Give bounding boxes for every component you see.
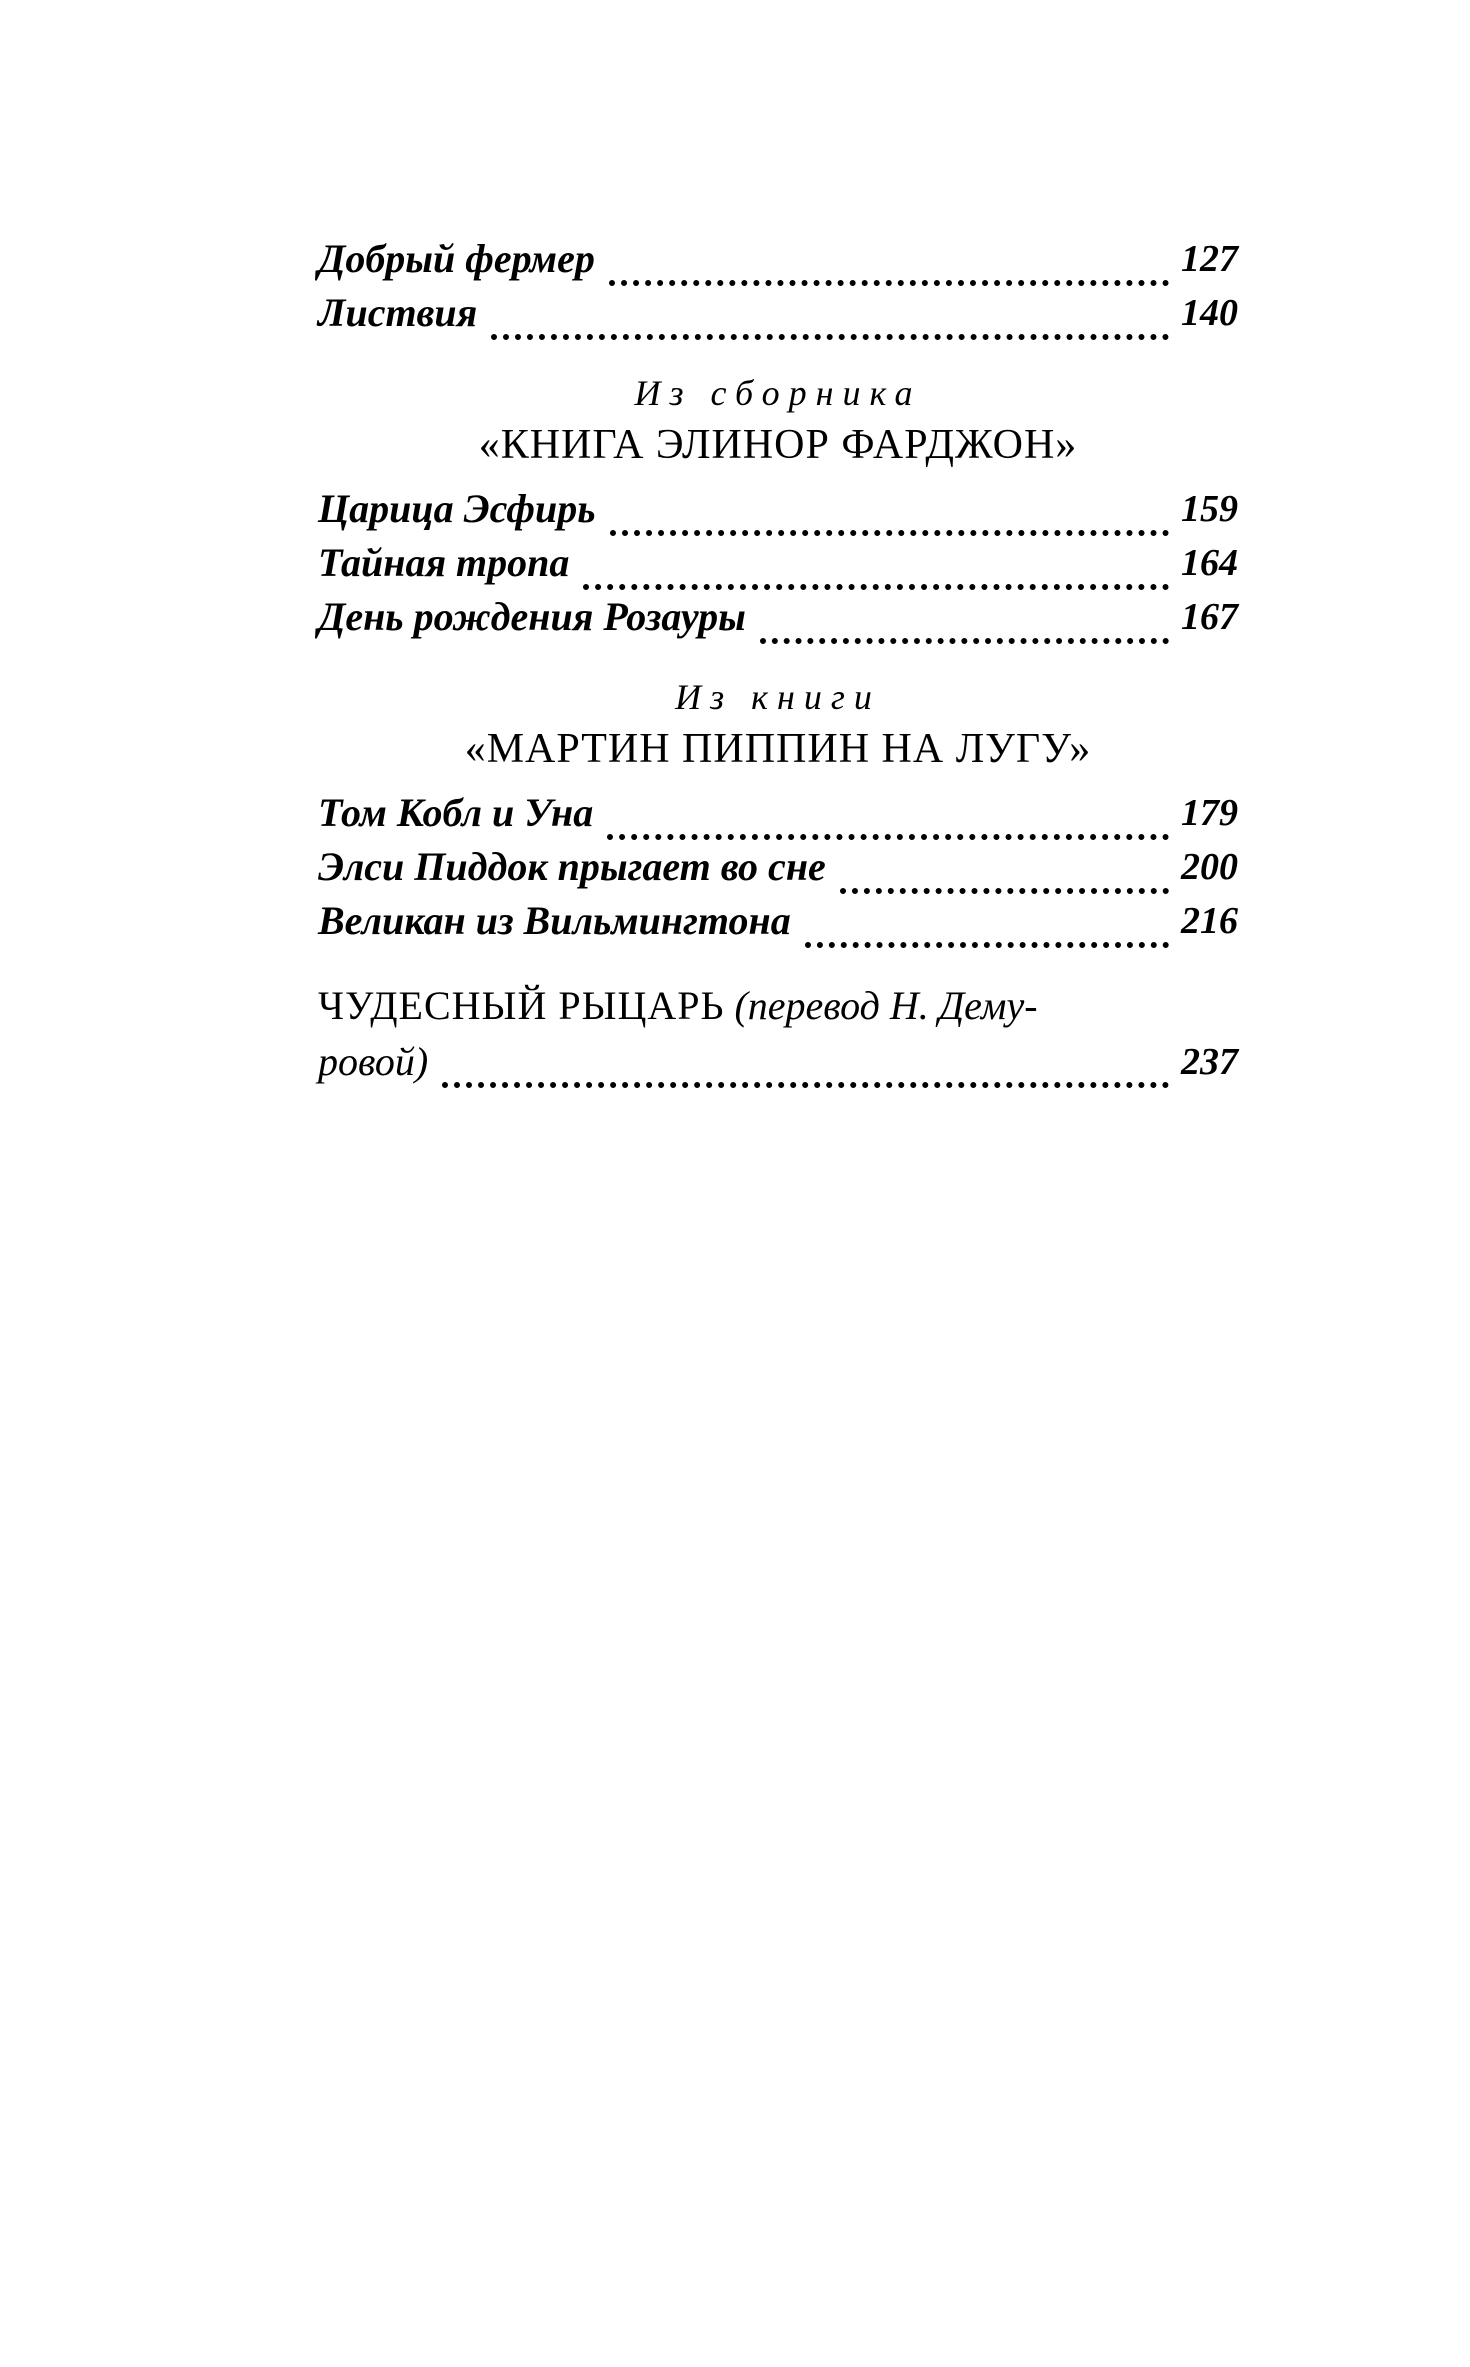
entry-title: Листвия xyxy=(318,290,478,335)
dot-leader xyxy=(610,490,1169,536)
entry-title: Добрый фермер xyxy=(318,236,595,281)
dot-leader xyxy=(442,1042,1169,1088)
entry-title: Том Кобл и Уна xyxy=(318,790,594,835)
entry-page: 200 xyxy=(1181,846,1238,888)
toc-entry xyxy=(318,590,1238,644)
entry-page: 164 xyxy=(1181,542,1238,584)
final-entry-title: ЧУДЕСНЫЙ РЫЦАРЬ xyxy=(318,983,725,1028)
entry-title: Элси Пиддок прыгает во сне xyxy=(318,844,826,889)
toc-entry xyxy=(318,232,1238,286)
dot-leader xyxy=(607,794,1169,840)
entry-page: 167 xyxy=(1181,596,1238,638)
section-title: «КНИГА ЭЛИНОР ФАРДЖОН» xyxy=(478,422,1078,468)
toc-entry xyxy=(318,786,1238,840)
final-entry-line xyxy=(318,978,1238,1034)
section-heading xyxy=(318,674,1238,778)
dot-leader xyxy=(840,848,1169,894)
section-heading xyxy=(318,370,1238,474)
toc-entry xyxy=(318,482,1238,536)
final-toc-entry xyxy=(318,978,1238,1090)
entry-title: Великан из Вильмингтона xyxy=(318,898,791,943)
final-entry-line xyxy=(318,1034,1238,1090)
entry-page: 140 xyxy=(1181,292,1238,334)
entry-page: 159 xyxy=(1181,488,1238,530)
toc-entry xyxy=(318,894,1238,948)
entry-page: 216 xyxy=(1181,900,1238,942)
dot-leader xyxy=(609,240,1169,286)
table-of-contents xyxy=(318,232,1238,1090)
section-subtitle: Из сборника xyxy=(634,373,922,413)
entry-page: 179 xyxy=(1181,792,1238,834)
translator-note: (перевод Н. Дему- xyxy=(734,983,1038,1028)
toc-entry xyxy=(318,536,1238,590)
entry-title: Тайная тропа xyxy=(318,540,570,585)
entry-title: День рождения Розауры xyxy=(318,594,746,639)
dot-leader xyxy=(583,544,1169,590)
toc-entry xyxy=(318,286,1238,340)
toc-entry xyxy=(318,840,1238,894)
entry-page: 127 xyxy=(1181,238,1238,280)
dot-leader xyxy=(805,902,1169,948)
section-subtitle: Из книги xyxy=(675,677,881,717)
dot-leader xyxy=(491,294,1169,340)
entry-page: 237 xyxy=(1181,1041,1238,1083)
entry-title: Царица Эсфирь xyxy=(318,486,596,531)
translator-note-end: ровой) xyxy=(318,1039,429,1084)
section-title: «МАРТИН ПИППИН НА ЛУГУ» xyxy=(464,726,1092,772)
dot-leader xyxy=(760,598,1169,644)
